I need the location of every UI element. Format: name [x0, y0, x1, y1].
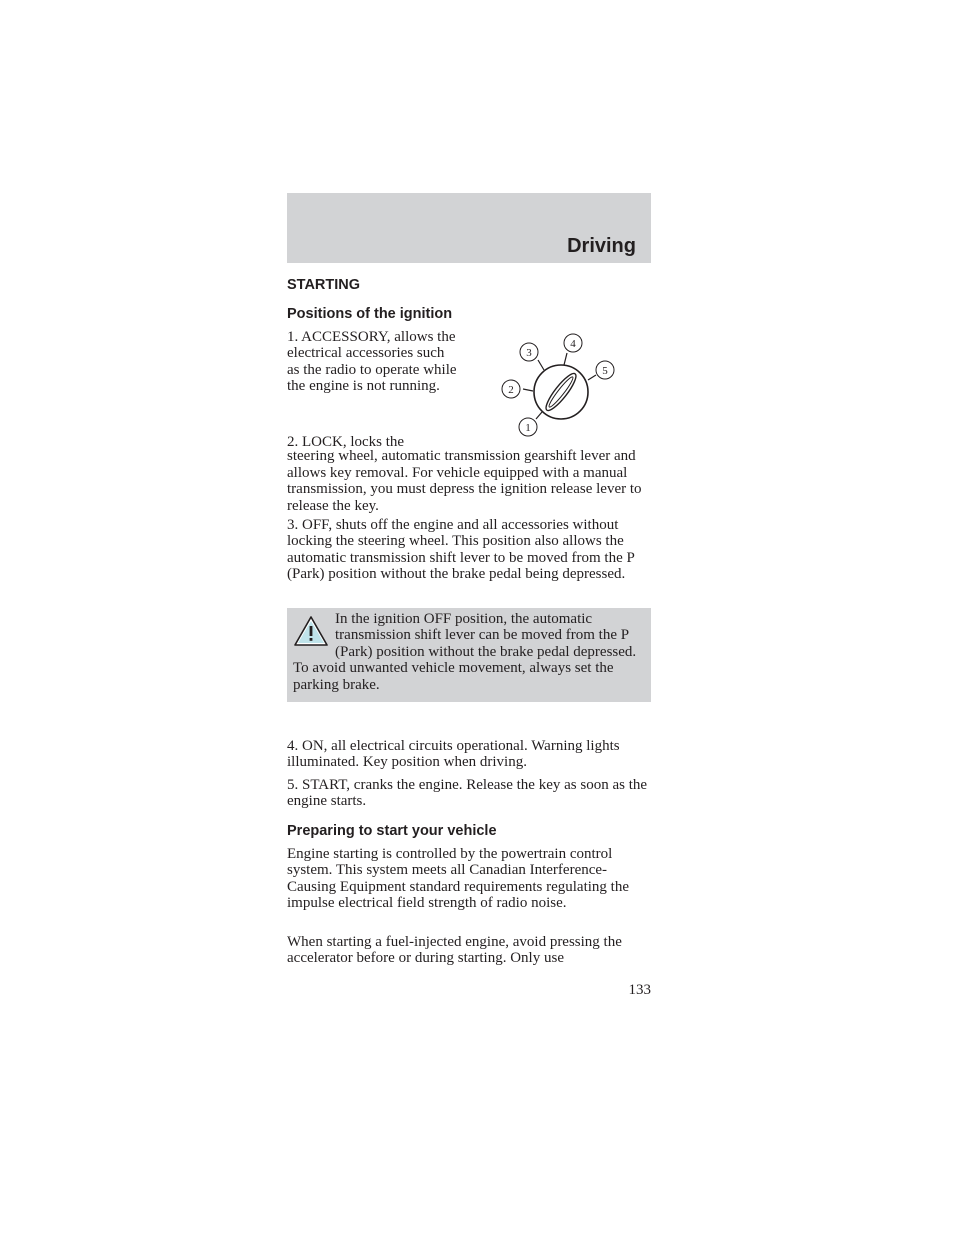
warning-box [287, 608, 651, 702]
svg-text:4: 4 [570, 338, 576, 350]
svg-text:1: 1 [525, 422, 531, 434]
off-block [287, 517, 651, 583]
position-label-5 [596, 361, 614, 379]
preparing-p2-block [287, 934, 651, 967]
starting-heading: STARTING [287, 277, 361, 293]
accessory-paragraph: 1. ACCESSORY, allows the electrical accessories such as the radio to operate while the engine is not running. [287, 329, 457, 395]
warning-text: In the ignition OFF position, the automatic transmission shift lever can be moved from the P (Park) position without the brake pedal depressed. To avoid unwanted vehicle movement, always set the parking brake. [293, 611, 637, 693]
page-number: 133 [628, 982, 651, 998]
on-paragraph: 4. ON, all electrical circuits operational. Warning lights illuminated. Key position when driving. [287, 738, 620, 771]
ignition-positions-diagram [496, 330, 626, 442]
lock-paragraph-rest: steering wheel, automatic transmission gearshift lever and allows key removal. For vehicle equipped with a manual transmission, you must depress the ignition release lever to release the key. [287, 448, 642, 514]
svg-text:2: 2 [508, 384, 514, 396]
svg-text:5: 5 [602, 365, 608, 377]
section-header-band [287, 193, 651, 263]
starting-heading-block [287, 277, 651, 293]
lock-paragraph-line1: 2. LOCK, locks the [287, 434, 405, 450]
preparing-paragraph-1: Engine starting is controlled by the powertrain control system. This system meets all Canadian Interference-Causing Equipment standard requirements regulating the impulse electrical field strength of radio noise. [287, 846, 629, 912]
lock-block [287, 434, 651, 514]
position-label-4 [564, 334, 582, 352]
svg-text:3: 3 [526, 347, 532, 359]
position-label-2 [502, 380, 520, 398]
on-block [287, 738, 651, 771]
section-title: Driving [567, 235, 636, 257]
off-paragraph: 3. OFF, shuts off the engine and all accessories without locking the steering wheel. This position also allows the automatic transmission shift lever to be moved from the P (Park) position without the brake pedal being depressed. [287, 517, 635, 583]
start-paragraph: 5. START, cranks the engine. Release the key as soon as the engine starts. [287, 777, 648, 810]
start-block [287, 777, 651, 810]
position-label-3 [520, 343, 538, 361]
positions-heading-block [287, 306, 651, 322]
warning-triangle-icon [293, 615, 329, 647]
preparing-paragraph-2: When starting a fuel-injected engine, avoid pressing the accelerator before or during starting. Only use [287, 934, 622, 967]
positions-heading: Positions of the ignition [287, 306, 453, 322]
preparing-p1-block [287, 846, 651, 912]
preparing-heading-block [287, 823, 651, 839]
preparing-heading: Preparing to start your vehicle [287, 823, 497, 839]
